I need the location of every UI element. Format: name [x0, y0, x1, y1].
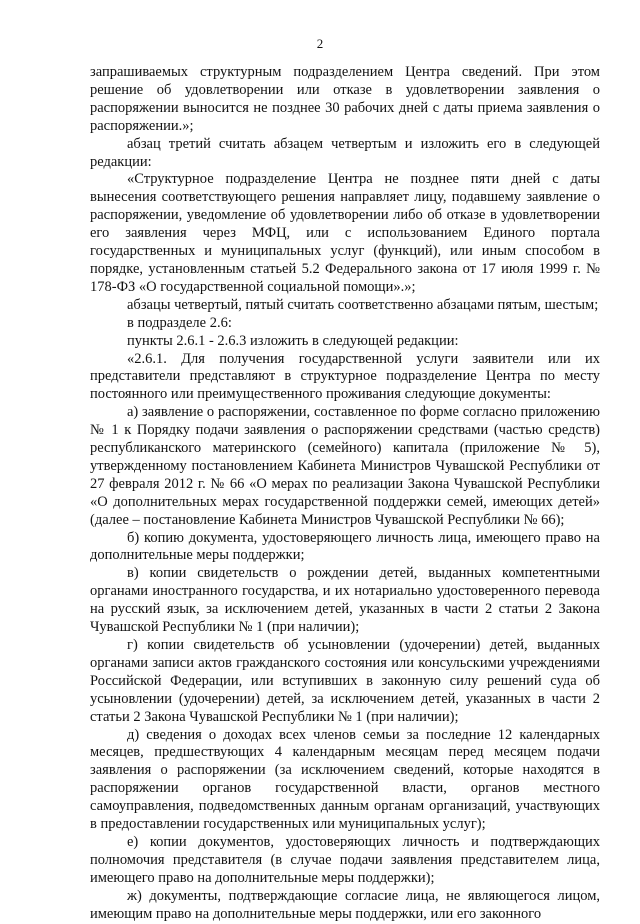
- paragraph: «2.6.1. Для получения государственной услуги заявители или их представители представляют в структурное подразделение Центра по месту постоянного или преимущественного проживания следующие документы:: [90, 350, 600, 403]
- paragraph: б) копию документа, удостоверяющего личность лица, имеющего право на дополнительные меры поддержки;: [90, 529, 600, 564]
- paragraph: ж) документы, подтверждающие согласие лица, не являющегося лицом, имеющим право на дополнительные меры поддержки, или его законного: [90, 887, 600, 922]
- paragraph: «Структурное подразделение Центра не позднее пяти дней с даты вынесения соответствующего решения направляет лицу, подавшему заявление о распоряжении, уведомление об удовлетворении либо об отказе в удовлетворении его заявления через МФЦ, или с использованием Единого портала государственных и муниципальных услуг (функций), или иным способом в порядке, установленным статьей 5.2 Федерального закона от 17 июля 1999 г. № 178-ФЗ «О государственной социальной помощи».»;: [90, 171, 600, 295]
- paragraph: запрашиваемых структурным подразделением Центра сведений. При этом решение об удовлетворении или отказе в удовлетворении заявления о распоряжении выносится не позднее 30 рабочих дней с даты приема заявления о распоряжении.»;: [90, 64, 600, 134]
- paragraph: г) копии свидетельств об усыновлении (удочерении) детей, выданных органами записи актов гражданского состояния или консульскими учреждениями Российской Федерации, или вступивших в законную силу решений суда об усыновлении (удочерении) детей, за исключением детей, указанных в части 2 статьи 2 Закона Чувашской Республики № 1 (при наличии);: [90, 637, 600, 725]
- paragraph: а) заявление о распоряжении, составленное по форме согласно приложению № 1 к Порядку подачи заявления о распоряжении средствами (частью средств) республиканского материнского (семейного) капитала (приложение № 5), утвержденному постановлением Кабинета Министров Чувашской Республики от 27 февраля 2012 г. № 66 «О мерах по реализации Закона Чувашской Республики «О дополнительных мерах государственной поддержки семей, имеющих детей» (далее – постановление Кабинета Министров Чувашской Республики № 66);: [90, 404, 600, 528]
- paragraph: абзацы четвертый, пятый считать соответственно абзацами пятым, шестым;: [127, 296, 599, 313]
- paragraph: пункты 2.6.1 - 2.6.3 изложить в следующей редакции:: [127, 332, 459, 349]
- paragraph: в) копии свидетельств о рождении детей, выданных компетентными органами иностранного государства, и их нотариально удостоверенного перевода на русский язык, за исключением детей, указанных в части 2 статьи 2 Закона Чувашской Республики № 1 (при наличии);: [90, 565, 600, 636]
- document-body: [90, 64, 600, 924]
- paragraph: в подразделе 2.6:: [127, 314, 232, 331]
- paragraph: е) копии документов, удостоверяющих личность и подтверждающих полномочия представителя (в случае подачи заявления представителем лица, имеющего право на дополнительные меры поддержки);: [90, 833, 600, 886]
- paragraph: абзац третий считать абзацем четвертым и изложить его в следующей редакции:: [90, 135, 600, 170]
- page-number: 2: [316, 36, 324, 51]
- paragraph: д) сведения о доходах всех членов семьи за последние 12 календарных месяцев, предшествующих 4 календарным месяцам перед месяцем подачи заявления о распоряжении (за исключением сведений, которые находятся в распоряжении органов государственной власти, органов местного самоуправления, подведомственных данным органам организаций, участвующих в предоставлении государственных или муниципальных услуг);: [90, 726, 600, 833]
